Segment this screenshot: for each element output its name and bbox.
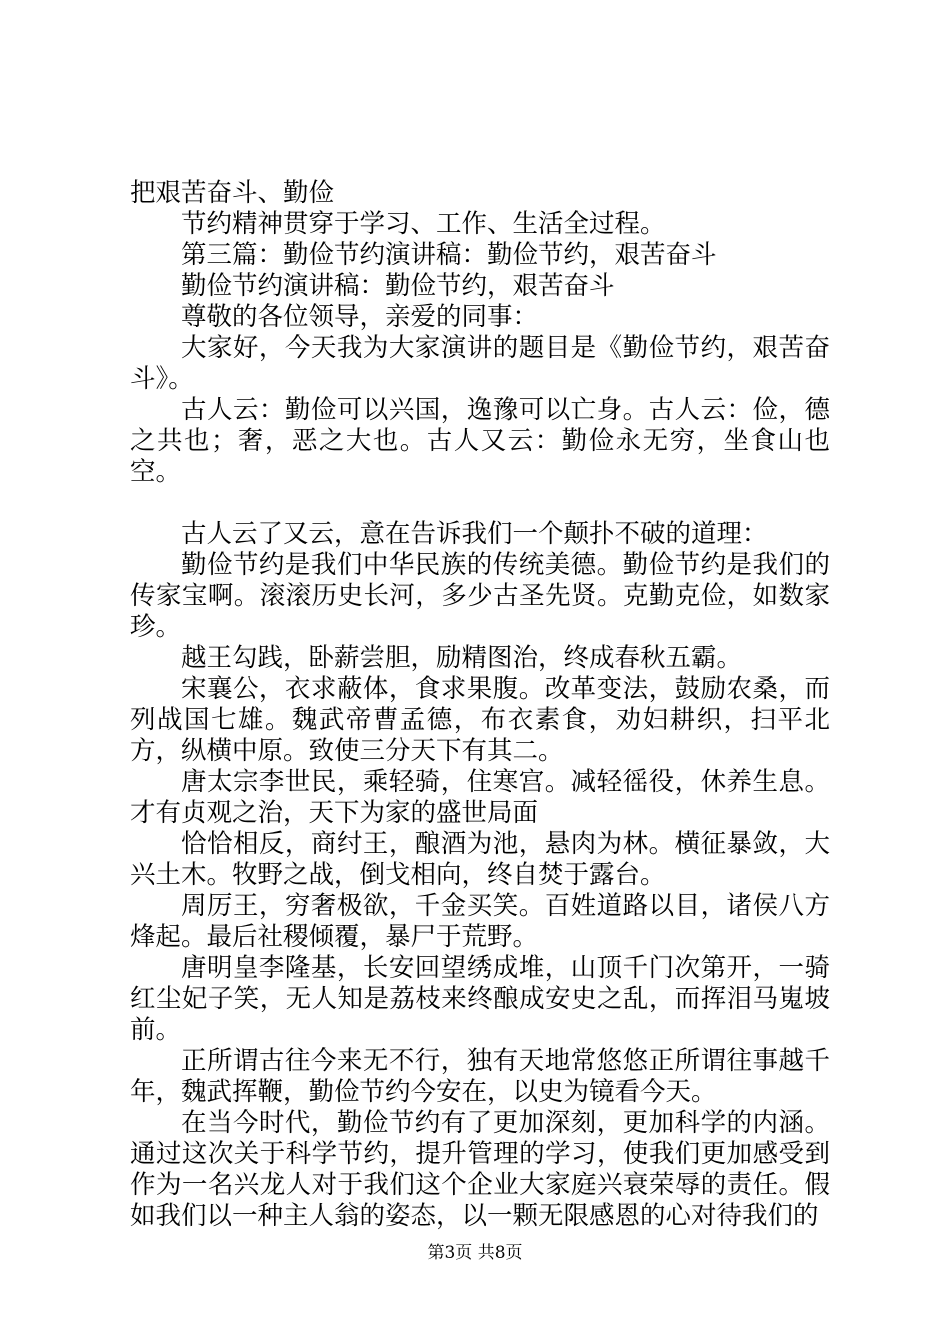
paragraph: 恰恰相反，商纣王，酿酒为池，悬肉为林。横征暴敛，大兴土木。牧野之战，倒戈相向，终自焚于露台。 [130,829,830,890]
document-body [130,178,830,1232]
paragraph: 节约精神贯穿于学习、工作、生活全过程。 [181,209,666,239]
paragraph: 宋襄公，衣求蔽体，食求果腹。改革变法，鼓励农桑，而列战国七雄。魏武帝曹孟德，布衣素食，劝妇耕织，扫平北方，纵横中原。致使三分天下有其二。 [130,674,830,766]
paragraph: 勤俭节约是我们中华民族的传统美德。勤俭节约是我们的传家宝啊。滚滚历史长河，多少古圣先贤。克勤克俭，如数家珍。 [130,550,830,642]
paragraph: 唐明皇李隆基，长安回望绣成堆，山顶千门次第开，一骑红尘妃子笑，无人知是荔枝来终酿成安史之乱，而挥泪马嵬坡前。 [130,953,830,1045]
paragraph-gap [130,488,830,519]
paragraph: 大家好，今天我为大家演讲的题目是《勤俭节约，艰苦奋斗》。 [130,333,830,394]
paragraph: 古人云：勤俭可以兴国，逸豫可以亡身。古人云：俭，德之共也；奢，恶之大也。古人又云：勤俭永无穷，坐食山也空。 [130,395,830,487]
paragraph: 第三篇：勤俭节约演讲稿：勤俭节约，艰苦奋斗 [181,240,717,270]
paragraph: 周厉王，穷奢极欲，千金买笑。百姓道路以目，诸侯八方烽起。最后社稷倾覆，暴尸于荒野。 [130,891,830,952]
paragraph: 正所谓古往今来无不行，独有天地常悠悠正所谓往事越千年，魏武挥鞭，勤俭节约今安在，以史为镜看今天。 [130,1046,830,1107]
page-footer: 第3页 共8页 [427,1243,523,1263]
paragraph: 在当今时代，勤俭节约有了更加深刻，更加科学的内涵。通过这次关于科学节约，提升管理的学习，使我们更加感受到作为一名兴龙人对于我们这个企业大家庭兴衰荣辱的责任。假如我们以一种主人翁的姿态，以一颗无限感恩的心对待我们的 [130,1108,830,1231]
paragraph: 唐太宗李世民，乘轻骑，住寒宫。减轻徭役，休养生息。才有贞观之治，天下为家的盛世局面 [130,767,830,828]
paragraph: 把艰苦奋斗、勤俭 [130,178,335,208]
paragraph: 古人云了又云，意在告诉我们一个颠扑不破的道理： [181,519,768,549]
paragraph: 越王勾践，卧薪尝胆，励精图治，终成春秋五霸。 [181,643,743,673]
paragraph: 勤俭节约演讲稿：勤俭节约，艰苦奋斗 [181,271,615,301]
paragraph: 尊敬的各位领导，亲爱的同事： [181,302,539,332]
